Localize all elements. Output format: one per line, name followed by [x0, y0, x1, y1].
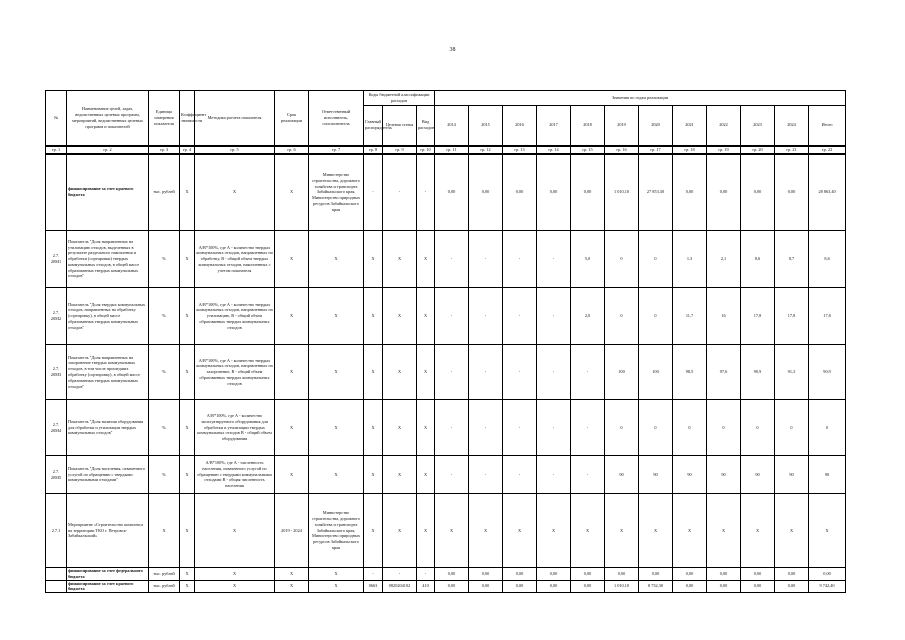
- table-cell: 0,00: [537, 568, 571, 581]
- table-cell: Х: [383, 494, 417, 568]
- column-number: гр. 14: [537, 146, 571, 154]
- table-cell: 90: [741, 456, 775, 494]
- table-cell: %: [149, 288, 180, 345]
- table-cell: Х: [417, 456, 435, 494]
- table-cell: тыс. рублей: [149, 154, 180, 231]
- table-cell: Х: [180, 154, 195, 231]
- table-cell: 16: [707, 288, 741, 345]
- table-cell: -: [537, 231, 571, 288]
- table-cell: 0,00: [775, 580, 809, 593]
- table-cell: Х: [383, 345, 417, 400]
- table-cell: -: [503, 345, 537, 400]
- table-cell: 90: [605, 456, 639, 494]
- table-cell: 0: [707, 400, 741, 456]
- table-cell: Х: [275, 154, 309, 231]
- table-cell: А/В*100%, где А - количество твердых коммунальных отходов, направленных на обработку, В - общий объем твердых коммунальных отходов, накопленных с учетом показателя: [195, 231, 275, 288]
- table-cell: -: [435, 345, 469, 400]
- table-cell: -: [469, 345, 503, 400]
- table-cell: -: [503, 400, 537, 456]
- table-cell: 0,00: [469, 568, 503, 581]
- table-cell: Х: [469, 494, 503, 568]
- column-number: гр. 13: [503, 146, 537, 154]
- header-year: 2021: [673, 106, 707, 146]
- table-cell: 0,00: [741, 154, 775, 231]
- table-cell: Х: [775, 494, 809, 568]
- table-cell: 0: [741, 400, 775, 456]
- table-cell: -: [571, 400, 605, 456]
- table-cell: Х: [364, 494, 383, 568]
- table-cell: Х: [309, 288, 364, 345]
- header-year: 2014: [435, 106, 469, 146]
- table-cell: 11,7: [673, 288, 707, 345]
- row-name-cell: финансирование за счет краевого бюджета: [67, 580, 149, 593]
- header-year: 2022: [707, 106, 741, 146]
- table-cell: 2,1: [707, 231, 741, 288]
- table-cell: 0663: [364, 580, 383, 593]
- column-number: гр. 21: [775, 146, 809, 154]
- table-cell: 0,00: [809, 568, 846, 581]
- header-bcc-type: Вид расходов: [417, 106, 435, 146]
- table-cell: 0,00: [639, 568, 673, 581]
- table-cell: 90: [639, 456, 673, 494]
- table-cell: Х: [180, 231, 195, 288]
- table-cell: Х: [309, 456, 364, 494]
- table-cell: Х: [180, 345, 195, 400]
- header-year: 2017: [537, 106, 571, 146]
- column-number: гр. 15: [571, 146, 605, 154]
- table-cell: 0,00: [775, 568, 809, 581]
- table-cell: -: [469, 288, 503, 345]
- table-cell: Х: [195, 580, 275, 593]
- table-cell: 8,6: [741, 231, 775, 288]
- table-row: [46, 400, 846, 456]
- table-cell: -: [435, 456, 469, 494]
- row-number-cell: 2.7. 20М5: [46, 456, 67, 494]
- table-cell: 1 010,10: [605, 154, 639, 231]
- table-cell: 0,00: [503, 154, 537, 231]
- table-cell: -: [364, 154, 383, 231]
- table-cell: 0,00: [571, 568, 605, 581]
- table-cell: -: [364, 568, 383, 581]
- table-cell: 410: [417, 580, 435, 593]
- table-cell: Х: [383, 400, 417, 456]
- table-cell: Х: [364, 400, 383, 456]
- table-cell: Х: [149, 494, 180, 568]
- table-cell: -: [417, 154, 435, 231]
- column-number: гр. 20: [741, 146, 775, 154]
- table-cell: -: [537, 456, 571, 494]
- header-coef: Коэффициент значимости: [180, 91, 195, 146]
- table-cell: Х: [605, 494, 639, 568]
- table-cell: 0,00: [537, 580, 571, 593]
- table-cell: 0,00: [741, 580, 775, 593]
- header-bcc-group: Коды бюджетной классификации расходов: [364, 91, 435, 106]
- table-cell: 0: [639, 231, 673, 288]
- table-cell: 8,6: [809, 231, 846, 288]
- table-cell: Х: [435, 494, 469, 568]
- table-cell: Х: [309, 580, 364, 593]
- table-row: [46, 456, 846, 494]
- table-cell: Х: [275, 345, 309, 400]
- table-cell: 0: [605, 400, 639, 456]
- table-cell: Х: [275, 568, 309, 581]
- column-number: гр. 22: [809, 146, 846, 154]
- table-cell: Х: [180, 456, 195, 494]
- table-cell: 90: [707, 456, 741, 494]
- table-cell: Х: [180, 568, 195, 581]
- table-cell: Х: [309, 568, 364, 581]
- row-number-cell: 2.7.1: [46, 494, 67, 568]
- header-term: Срок реализации: [275, 91, 309, 146]
- table-cell: -: [469, 231, 503, 288]
- table-cell: -: [571, 456, 605, 494]
- column-number: гр. 9: [383, 146, 417, 154]
- table-cell: 0,00: [707, 154, 741, 231]
- table-cell: Х: [364, 231, 383, 288]
- table-cell: %: [149, 231, 180, 288]
- table-cell: %: [149, 400, 180, 456]
- table-cell: Х: [364, 288, 383, 345]
- table-cell: 17,8: [741, 288, 775, 345]
- table-cell: -: [537, 288, 571, 345]
- header-year: 2024: [775, 106, 809, 146]
- table-row: [46, 568, 846, 581]
- table-cell: Х: [275, 456, 309, 494]
- column-number: гр. 2: [67, 146, 149, 154]
- table-cell: %: [149, 456, 180, 494]
- table-cell: 90: [775, 456, 809, 494]
- table-cell: А/В*100%, где А - численность населения, охваченного услугой по обращению с твердыми коммунальными отходами В - общая численность населения: [195, 456, 275, 494]
- table-cell: Х: [364, 456, 383, 494]
- table-cell: Х: [383, 288, 417, 345]
- table-cell: Х: [195, 568, 275, 581]
- table-cell: тыс. рублей: [149, 568, 180, 581]
- table-row: [46, 345, 846, 400]
- column-number: гр. 19: [707, 146, 741, 154]
- table-cell: 90: [809, 456, 846, 494]
- table-cell: 90,9: [809, 345, 846, 400]
- table-cell: -: [417, 568, 435, 581]
- table-cell: 27 853,30: [639, 154, 673, 231]
- table-cell: 0,00: [707, 580, 741, 593]
- table-cell: Х: [537, 494, 571, 568]
- table-cell: 0: [605, 231, 639, 288]
- table-cell: 2,0: [571, 288, 605, 345]
- row-name-cell: Мероприятие «Строительство комплекса на территории ТКО г. Петровск-Забайкальский»: [67, 494, 149, 568]
- table-row: [46, 288, 846, 345]
- table-cell: 0,00: [673, 154, 707, 231]
- table-cell: %: [149, 345, 180, 400]
- table-cell: Х: [383, 456, 417, 494]
- table-cell: Х: [180, 400, 195, 456]
- table-cell: тыс. рублей: [149, 580, 180, 593]
- table-cell: 0,00: [775, 154, 809, 231]
- table-cell: 0,00: [469, 580, 503, 593]
- table-cell: Х: [741, 494, 775, 568]
- table-cell: -: [435, 400, 469, 456]
- table-cell: -: [503, 231, 537, 288]
- table-cell: 9 742,40: [809, 580, 846, 593]
- table-cell: 17,8: [775, 288, 809, 345]
- table-cell: Х: [417, 288, 435, 345]
- table-cell: А/В*100%, где А - количество эксплуатируемого оборудования для обработки и утилизации твердых коммунальных отходов В - общий объем оборудования: [195, 400, 275, 456]
- table-cell: 91,3: [775, 345, 809, 400]
- table-cell: Министерство строительства, дорожного хозяйства и транспорта Забайкальского края, Министерство природных ресурсов Забайкальского края: [309, 154, 364, 231]
- table-row: [46, 231, 846, 288]
- table-cell: 0,00: [537, 154, 571, 231]
- table-cell: 0: [673, 400, 707, 456]
- table-cell: Х: [503, 494, 537, 568]
- table-cell: -: [537, 345, 571, 400]
- row-number-cell: [46, 580, 67, 593]
- table-cell: Х: [417, 345, 435, 400]
- table-cell: -: [469, 400, 503, 456]
- row-number-cell: 2.7. 20М3: [46, 345, 67, 400]
- program-table: [45, 90, 846, 593]
- table-cell: Х: [275, 580, 309, 593]
- header-year: 2018: [571, 106, 605, 146]
- table-cell: Х: [195, 494, 275, 568]
- column-number: гр. 7: [309, 146, 364, 154]
- table-cell: 0: [775, 400, 809, 456]
- table-cell: -: [537, 400, 571, 456]
- column-number-row: [46, 146, 846, 154]
- table-cell: 0820204102: [383, 580, 417, 593]
- table-cell: 1,3: [673, 231, 707, 288]
- table-cell: 2019 - 2024: [275, 494, 309, 568]
- table-cell: Х: [417, 494, 435, 568]
- table-cell: 0,00: [435, 154, 469, 231]
- table-cell: -: [435, 231, 469, 288]
- row-name-cell: Показатель "Доля направленных на захоронение твердых коммунальных отходов, в том числе прошедших обработку (сортировку), в общей массе образованных твердых коммунальных отходов": [67, 345, 149, 400]
- row-name-cell: финансирование за счет федерального бюджета: [67, 568, 149, 581]
- row-name-cell: финансирование за счет краевого бюджета: [67, 154, 149, 231]
- table-cell: 0,00: [741, 568, 775, 581]
- header-responsible: Ответственный исполнитель, соисполнитель: [309, 91, 364, 146]
- column-number: гр. 4: [180, 146, 195, 154]
- table-cell: Х: [195, 154, 275, 231]
- column-number: гр. 16: [605, 146, 639, 154]
- table-cell: Х: [417, 231, 435, 288]
- table-cell: 8 732,30: [639, 580, 673, 593]
- header-bcc-target: Целевая статья: [383, 106, 417, 146]
- column-number: гр. 5: [195, 146, 275, 154]
- row-name-cell: Показатель "Доля наличия оборудования для обработки и утилизации твердых коммунальных отходов": [67, 400, 149, 456]
- column-number: гр. 17: [639, 146, 673, 154]
- table-cell: -: [503, 456, 537, 494]
- header-unit: Единица измерения показателя: [149, 91, 180, 146]
- header-year: 2016: [503, 106, 537, 146]
- table-cell: -: [435, 288, 469, 345]
- table-cell: 0,00: [605, 568, 639, 581]
- table-cell: 0,00: [469, 154, 503, 231]
- table-cell: 98,5: [673, 345, 707, 400]
- row-number-cell: 2.7. 20М4: [46, 400, 67, 456]
- table-row: [46, 580, 846, 593]
- table-cell: 28 863,40: [809, 154, 846, 231]
- table-cell: 100: [605, 345, 639, 400]
- table-cell: 0: [809, 400, 846, 456]
- row-number-cell: 2.7. 20М2: [46, 288, 67, 345]
- table-cell: Х: [275, 231, 309, 288]
- header-year: 2020: [639, 106, 673, 146]
- table-cell: 0: [639, 400, 673, 456]
- header-bcc-main: Главный распорядитель: [364, 106, 383, 146]
- table-cell: Х: [275, 288, 309, 345]
- page-number: 38: [449, 47, 456, 53]
- row-name-cell: Показатель "Доля твердых коммунальных отходов, направленных на обработку (сортировку), в общей массе образованных твердых коммунальных отходов": [67, 288, 149, 345]
- header-years-group: Значения по годам реализации: [435, 91, 846, 106]
- table-cell: 0,00: [673, 580, 707, 593]
- table-cell: 0,00: [673, 568, 707, 581]
- table-cell: Х: [309, 400, 364, 456]
- header-year: 2023: [741, 106, 775, 146]
- table-cell: 100: [639, 345, 673, 400]
- table-cell: 0,00: [435, 580, 469, 593]
- table-cell: А/В*100%, где А - количество твердых коммунальных отходов, направленных на захоронение, В - общий объем образованных твердых коммунальных отходов: [195, 345, 275, 400]
- row-number-cell: [46, 568, 67, 581]
- header-year: 2019: [605, 106, 639, 146]
- table-cell: 0,00: [435, 568, 469, 581]
- row-name-cell: Показатель "Доля направленных на утилизацию отходов, выделенных в результате раздельного накопления и обработки (сортировки) твердых коммунальных отходов, в общей массе образованных твердых коммунальных отходов": [67, 231, 149, 288]
- table-cell: Х: [180, 580, 195, 593]
- column-number: гр. 1: [46, 146, 67, 154]
- column-number: гр. 11: [435, 146, 469, 154]
- table-cell: 0: [605, 288, 639, 345]
- column-number: гр. 18: [673, 146, 707, 154]
- table-cell: 90,9: [741, 345, 775, 400]
- table-cell: 5,0: [571, 231, 605, 288]
- table-cell: Х: [309, 345, 364, 400]
- row-number-cell: 2.7. 20М1: [46, 231, 67, 288]
- table-cell: 0: [639, 288, 673, 345]
- table-cell: 0,00: [571, 580, 605, 593]
- table-cell: 8,7: [775, 231, 809, 288]
- column-number: гр. 10: [417, 146, 435, 154]
- row-name-cell: Показатель "Доля населения, охваченного услугой по обращению с твердыми коммунальными отходами": [67, 456, 149, 494]
- column-number: гр. 12: [469, 146, 503, 154]
- table-cell: -: [383, 568, 417, 581]
- table-cell: 0,00: [707, 568, 741, 581]
- header-method: Методика расчета показателя: [195, 91, 275, 146]
- header-no: №: [46, 91, 67, 146]
- table-cell: Х: [309, 231, 364, 288]
- header-total: Итого: [809, 106, 846, 146]
- column-number: гр. 3: [149, 146, 180, 154]
- table-cell: Х: [707, 494, 741, 568]
- table-row: [46, 154, 846, 231]
- table-cell: 0,00: [503, 568, 537, 581]
- table-cell: 1 010,10: [605, 580, 639, 593]
- table-cell: Х: [180, 288, 195, 345]
- table-cell: Х: [180, 494, 195, 568]
- table-cell: Х: [364, 345, 383, 400]
- table-cell: 0,00: [503, 580, 537, 593]
- table-row: [46, 494, 846, 568]
- table-cell: 17,8: [809, 288, 846, 345]
- row-number-cell: [46, 154, 67, 231]
- table-cell: Х: [809, 494, 846, 568]
- table-cell: А/В*100%, где А - количество твердых коммунальных отходов, направленных на утилизацию, В - общий объем образованных твердых коммунальных отходов: [195, 288, 275, 345]
- table-cell: Х: [383, 231, 417, 288]
- table-cell: Х: [275, 400, 309, 456]
- header-name: Наименование целей, задач, ведомственных целевых программ, мероприятий, ведомственных целевых программ и показателей: [67, 91, 149, 146]
- table-cell: -: [383, 154, 417, 231]
- table-cell: -: [469, 456, 503, 494]
- table-cell: -: [571, 345, 605, 400]
- table-cell: 90: [673, 456, 707, 494]
- table-cell: 97,6: [707, 345, 741, 400]
- table-cell: Х: [673, 494, 707, 568]
- table-cell: Министерство строительства, дорожного хозяйства и транспорта Забайкальского края, Министерство природных ресурсов Забайкальского края: [309, 494, 364, 568]
- column-number: гр. 6: [275, 146, 309, 154]
- table-cell: Х: [571, 494, 605, 568]
- table-cell: Х: [639, 494, 673, 568]
- table-cell: 0,00: [571, 154, 605, 231]
- table-cell: -: [503, 288, 537, 345]
- header-year: 2015: [469, 106, 503, 146]
- table-cell: Х: [417, 400, 435, 456]
- column-number: гр. 8: [364, 146, 383, 154]
